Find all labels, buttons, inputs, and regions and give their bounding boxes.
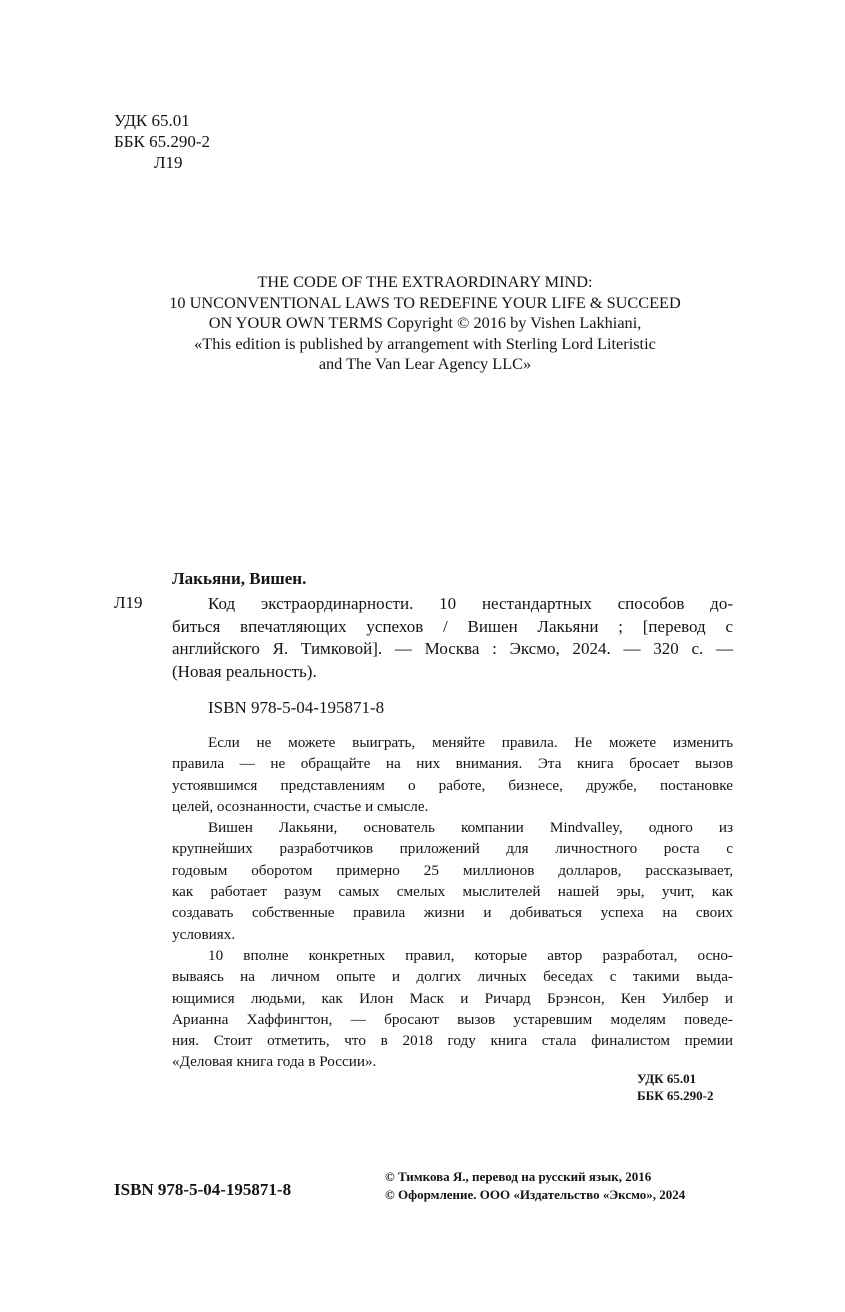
copyright-design: © Оформление. ООО «Издательство «Эксмо», 2024 xyxy=(385,1187,686,1202)
annotation-line: целей, осознанности, счастье и смысле. xyxy=(172,797,429,815)
copyright-line: THE CODE OF THE EXTRAORDINARY MIND: xyxy=(257,272,593,291)
copyright-line: 10 UNCONVENTIONAL LAWS TO REDEFINE YOUR LIFE & SUCCEED xyxy=(169,292,681,312)
annotation-line: Вишен Лакьяни, основатель компании Mindvalley, одного из xyxy=(208,819,733,837)
annotation-line: 10 вполне конкретных правил, которые автор разработал, осно- xyxy=(208,946,733,964)
annotation-line: годовым оборотом примерно 25 миллионов долларов, рассказывает, xyxy=(172,861,733,879)
annotation-line: «Деловая книга года в России». xyxy=(172,1053,377,1071)
copyright-line: ON YOUR OWN TERMS Copyright © 2016 by Vishen Lakhiani, xyxy=(208,313,642,332)
annotation-line: устоявшимся представлениям о работе, бизнесе, дружбе, постановке xyxy=(172,776,733,794)
bbk-code: ББК 65.290-2 xyxy=(114,132,211,151)
bbk-code-bottom: ББК 65.290-2 xyxy=(637,1088,714,1103)
description-line: биться впечатляющих успехов / Вишен Лакьяни ; [перевод с xyxy=(172,616,733,636)
copyright-line: and The Van Lear Agency LLC» xyxy=(318,354,532,373)
bibliographic-description xyxy=(172,593,733,683)
copyright-footer xyxy=(385,1168,685,1204)
isbn-record: ISBN 978-5-04-195871-8 xyxy=(208,698,385,717)
annotation-line: создавать собственные правила жизни и добиваться успеха на своих xyxy=(172,904,733,922)
udk-code: УДК 65.01 xyxy=(114,111,190,130)
description-line: английского Я. Тимковой]. — Москва : Эксмо, 2024. — 320 с. — xyxy=(172,639,733,658)
author-mark-margin: Л19 xyxy=(114,593,143,612)
author-heading: Лакьяни, Вишен. xyxy=(172,569,307,588)
annotation-line: условиях. xyxy=(172,925,236,943)
annotation-line: ния. Стоит отметить, что в 2018 году книга стала финалистом премии xyxy=(172,1032,733,1050)
copyright-line: «This edition is published by arrangement with Sterling Lord Literistic xyxy=(194,333,656,353)
annotation-line: Арианна Хаффингтон, — бросают вызов устаревшим моделям поведе- xyxy=(172,1010,733,1028)
classification-top xyxy=(114,110,210,173)
annotation-line: крупнейших разработчиков приложений для личностного роста с xyxy=(172,840,733,858)
description-line: Код экстраординарности. 10 нестандартных способов до- xyxy=(208,594,733,613)
original-copyright-notice xyxy=(100,272,750,375)
author-mark: Л19 xyxy=(154,153,183,172)
classification-bottom xyxy=(637,1070,713,1104)
isbn-footer: ISBN 978-5-04-195871-8 xyxy=(114,1180,292,1199)
copyright-translation: © Тимкова Я., перевод на русский язык, 2016 xyxy=(385,1169,652,1184)
udk-code-bottom: УДК 65.01 xyxy=(637,1071,697,1086)
annotation xyxy=(172,732,733,1073)
annotation-line: ющимися людьми, как Илон Маск и Ричард Брэнсон, Кен Уилбер и xyxy=(172,989,733,1007)
annotation-line: вываясь на личном опыте и долгих личных беседах с такими выда- xyxy=(172,968,733,986)
description-line: (Новая реальность). xyxy=(172,661,317,681)
annotation-line: Если не можете выиграть, меняйте правила. Не можете изменить xyxy=(208,734,733,751)
annotation-line: как работает разум самых смелых мыслителей нашей эры, учит, как xyxy=(172,883,733,901)
annotation-line: правила — не обращайте на них внимания. Эта книга бросает вызов xyxy=(172,755,733,773)
